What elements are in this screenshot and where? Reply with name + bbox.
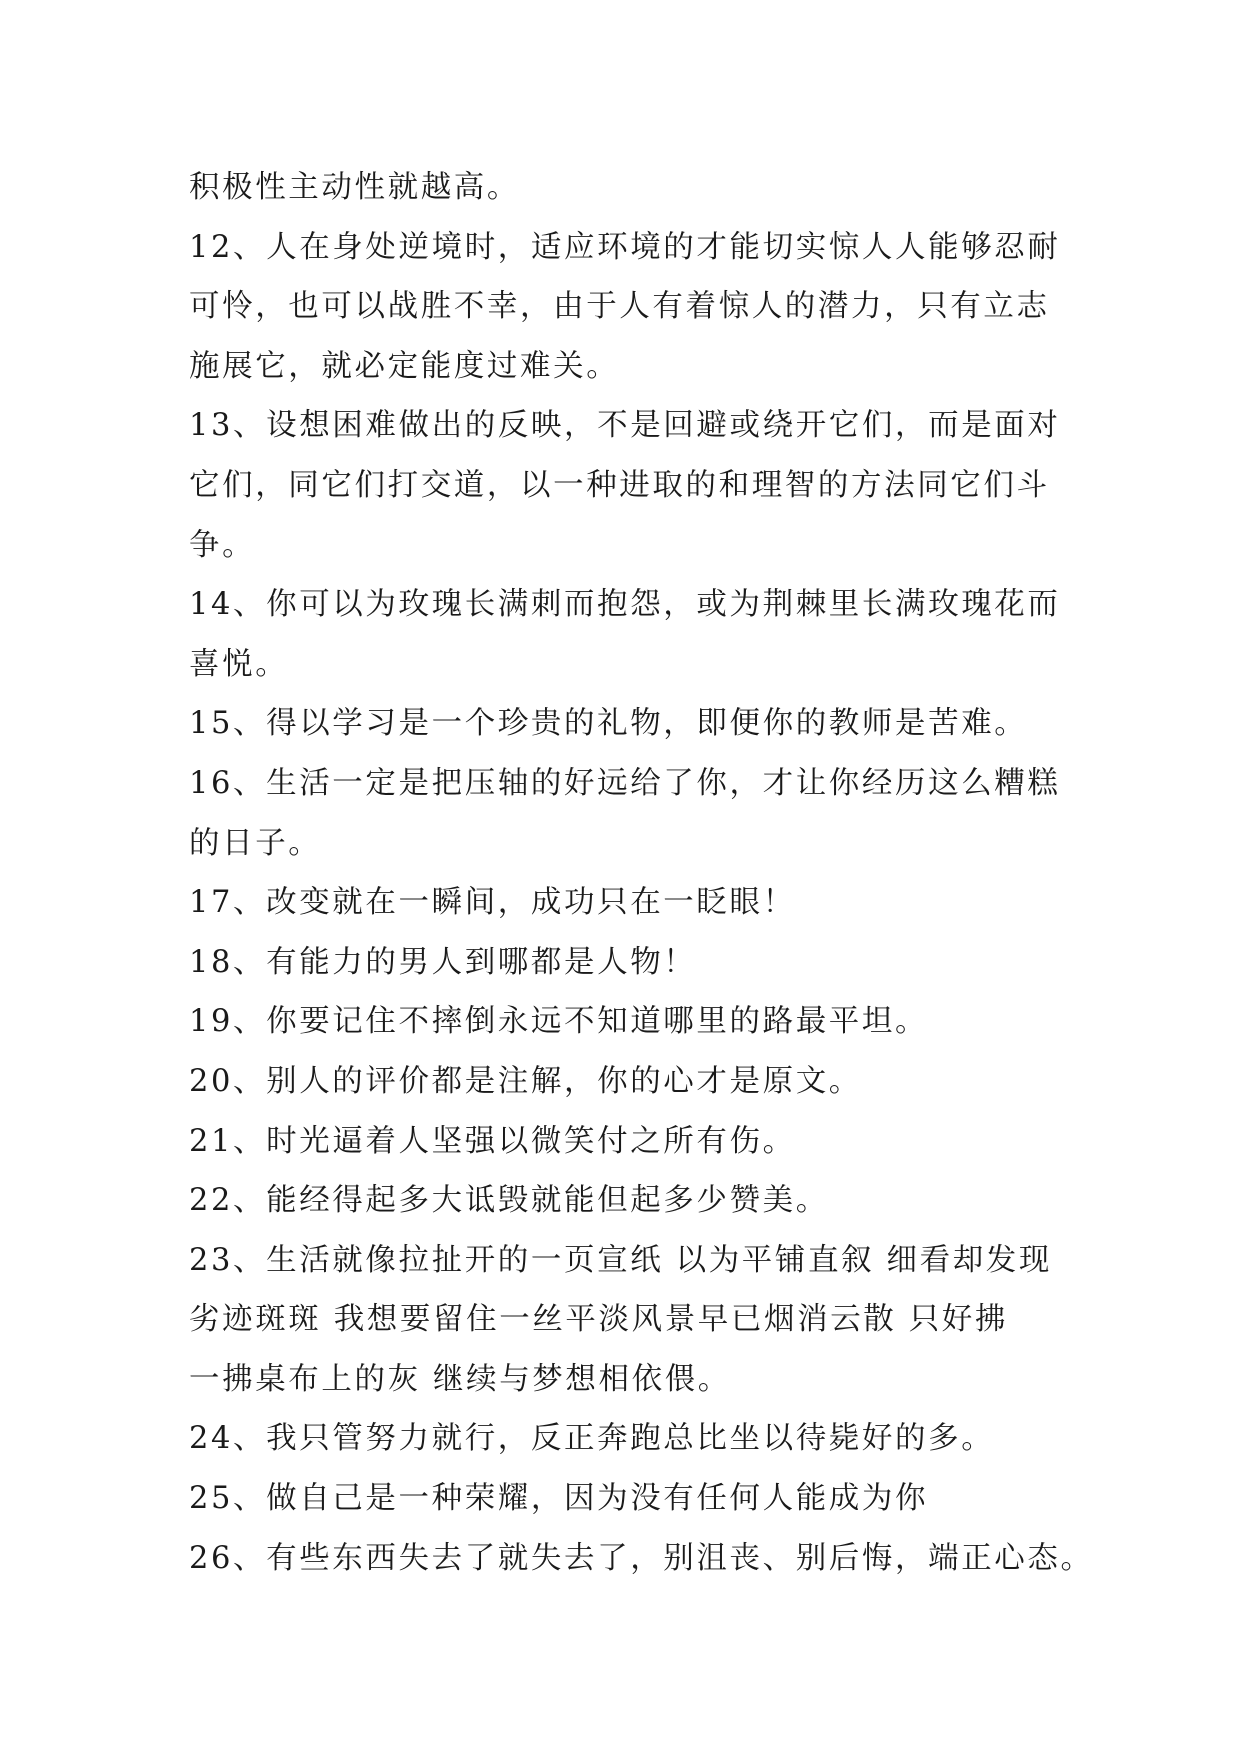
text-line: 24、我只管努力就行，反正奔跑总比坐以待毙好的多。 xyxy=(189,1421,995,1457)
text-line: 17、改变就在一瞬间，成功只在一眨眼！ xyxy=(189,885,796,921)
text-line: 22、能经得起多大诋毁就能但起多少赞美。 xyxy=(189,1183,829,1219)
text-line: 施展它，就必定能度过难关。 xyxy=(189,348,620,384)
text-line: 积极性主动性就越高。 xyxy=(189,170,520,205)
text-line: 18、有能力的男人到哪都是人物！ xyxy=(189,944,697,980)
text-line: 20、别人的评价都是注解，你的心才是原文。 xyxy=(189,1063,862,1099)
body-text xyxy=(189,158,1094,1588)
text-line: 劣迹斑斑 我想要留住一丝平淡风景早已烟消云散 只好拂 xyxy=(189,1302,1008,1338)
text-line: 26、有些东西失去了就失去了，别沮丧、别后悔，端正心态。 xyxy=(189,1540,1094,1576)
text-line: 25、做自己是一种荣耀，因为没有任何人能成为你 xyxy=(189,1481,929,1517)
text-line: 15、得以学习是一个珍贵的礼物，即便你的教师是苦难。 xyxy=(189,706,1028,742)
text-line: 14、你可以为玫瑰长满刺而抱怨，或为荆棘里长满玫瑰花而 xyxy=(189,587,1061,623)
text-line: 12、人在身处逆境时，适应环境的才能切实惊人人能够忍耐 xyxy=(189,229,1061,265)
text-line: 喜悦。 xyxy=(189,646,289,682)
text-line: 23、生活就像拉扯开的一页宣纸 以为平铺直叙 细看却发现 xyxy=(189,1242,1052,1278)
text-line: 争。 xyxy=(189,527,256,563)
text-line: 一拂桌布上的灰 继续与梦想相依偎。 xyxy=(189,1361,731,1397)
text-line: 它们，同它们打交道，以一种进取的和理智的方法同它们斗 xyxy=(189,467,1050,503)
text-line: 16、生活一定是把压轴的好远给了你，才让你经历这么糟糕 xyxy=(189,765,1061,801)
text-line: 13、设想困难做出的反映，不是回避或绕开它们，而是面对 xyxy=(189,408,1061,444)
text-line: 21、时光逼着人坚强以微笑付之所有伤。 xyxy=(189,1123,796,1159)
text-line: 19、你要记住不摔倒永远不知道哪里的路最平坦。 xyxy=(189,1004,929,1040)
text-line: 可怜，也可以战胜不幸，由于人有着惊人的潜力，只有立志 xyxy=(189,289,1050,325)
text-line: 的日子。 xyxy=(189,825,322,861)
